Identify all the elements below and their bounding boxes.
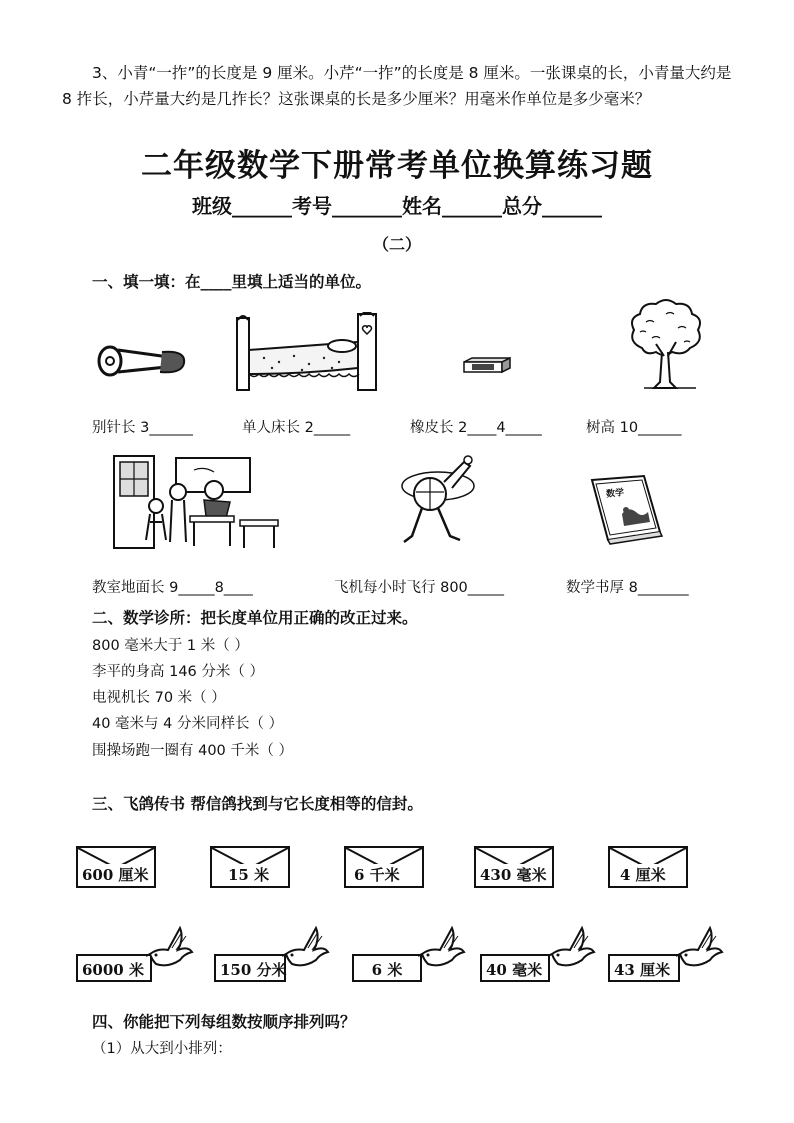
eraser-icon bbox=[462, 356, 512, 374]
safety-pin-icon bbox=[96, 336, 188, 386]
book-cover-label: 数学 bbox=[605, 488, 625, 500]
page-title: 二年级数学下册常考单位换算练习题 bbox=[141, 148, 653, 184]
dove-icon bbox=[146, 924, 194, 972]
dove-icon bbox=[676, 924, 724, 972]
caption-pin-length: 别针长 3______ bbox=[92, 420, 193, 436]
section3-heading: 三、飞鸽传书 帮信鸽找到与它长度相等的信封。 bbox=[92, 795, 423, 813]
clinic-line-1: 800 毫米大于 1 米（ ） bbox=[92, 638, 249, 654]
envelope-3[interactable] bbox=[344, 846, 424, 888]
envelope-3-label: 6 千米 bbox=[354, 866, 400, 884]
intro-text: 3、小青“一拃”的长度是 9 厘米。小芹“一拃”的长度是 8 厘米。一张课桌的长，小青量大约是 8 拃长，小芹量大约是几拃长？这张课桌的长是多少厘米？用毫米作单位是多少毫米？ bbox=[62, 64, 732, 108]
envelope-5-label: 4 厘米 bbox=[620, 866, 666, 884]
dove-icon bbox=[282, 924, 330, 972]
airplane-icon bbox=[398, 452, 478, 552]
dove-card-1[interactable]: 6000 米 bbox=[76, 954, 152, 982]
student-info-line: 班级______考号_______姓名______总分______ bbox=[192, 194, 602, 218]
clinic-line-5: 围操场跑一圈有 400 千米（ ） bbox=[92, 743, 294, 759]
dove-card-2[interactable]: 150 分米 bbox=[214, 954, 286, 982]
envelope-2-label: 15 米 bbox=[228, 866, 270, 884]
section1-heading: 一、填一填：在____里填上适当的单位。 bbox=[92, 273, 372, 291]
caption-tree-height: 树高 10______ bbox=[586, 420, 682, 436]
dove-card-5[interactable]: 43 厘米 bbox=[608, 954, 680, 982]
caption-book-thickness: 数学书厚 8_______ bbox=[566, 580, 689, 596]
envelope-5[interactable] bbox=[608, 846, 688, 888]
envelope-1-label: 600 厘米 bbox=[82, 866, 149, 884]
part-number: （二） bbox=[372, 235, 421, 254]
tree-icon bbox=[626, 298, 706, 394]
envelope-4-label: 430 毫米 bbox=[480, 866, 547, 884]
caption-bed-length: 单人床长 2_____ bbox=[242, 420, 351, 436]
section4-item-1: （1）从大到小排列： bbox=[92, 1041, 232, 1057]
math-book-icon bbox=[588, 474, 664, 546]
clinic-line-2: 李平的身高 146 分米（ ） bbox=[92, 664, 265, 680]
envelope-1[interactable] bbox=[76, 846, 156, 888]
dove-card-3[interactable]: 6 米 bbox=[352, 954, 422, 982]
dove-icon bbox=[418, 924, 466, 972]
dove-card-4[interactable]: 40 毫米 bbox=[480, 954, 550, 982]
caption-airplane-speed: 飞机每小时飞行 800_____ bbox=[334, 580, 505, 596]
intro-problem bbox=[62, 60, 734, 112]
caption-classroom-floor: 教室地面长 9_____8____ bbox=[92, 580, 253, 596]
envelope-2[interactable] bbox=[210, 846, 290, 888]
classroom-icon bbox=[110, 452, 286, 552]
clinic-line-3: 电视机长 70 米（ ） bbox=[92, 690, 226, 706]
section4-heading: 四、你能把下列每组数按顺序排列吗？ bbox=[92, 1013, 356, 1031]
section2-heading: 二、数学诊所：把长度单位用正确的改正过来。 bbox=[92, 609, 418, 627]
dove-icon bbox=[548, 924, 596, 972]
clinic-line-4: 40 毫米与 4 分米同样长（ ） bbox=[92, 716, 284, 732]
caption-eraser-length: 橡皮长 2____4_____ bbox=[410, 420, 542, 436]
bed-icon bbox=[234, 312, 384, 392]
envelope-4[interactable] bbox=[474, 846, 554, 888]
